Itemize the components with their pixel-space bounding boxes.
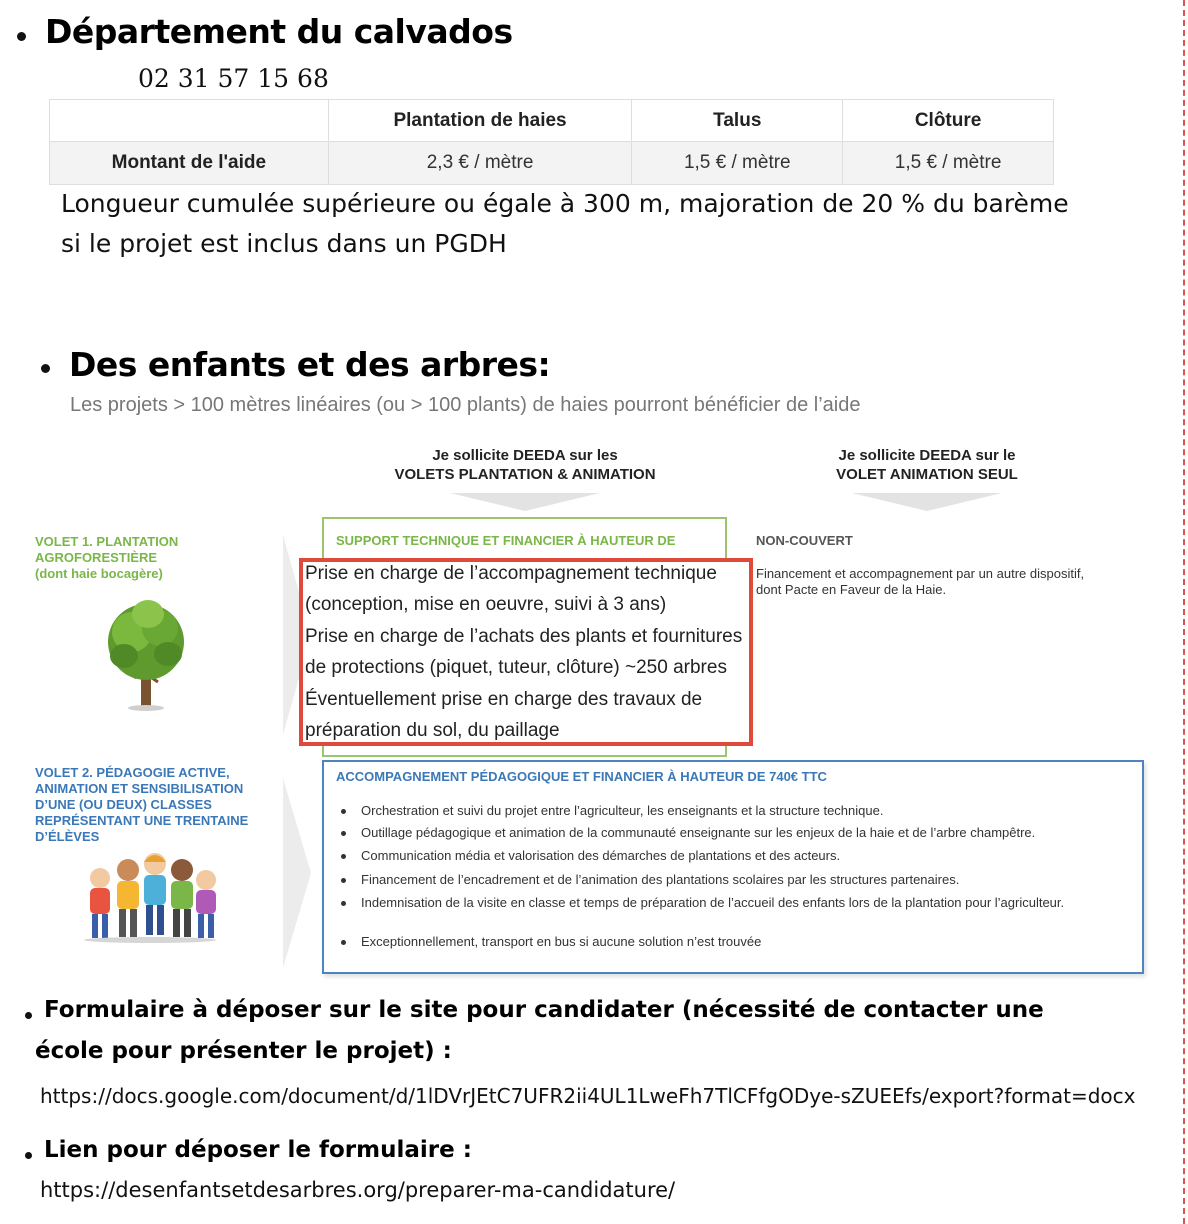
volet2-label-line: VOLET 2. PÉDAGOGIE ACTIVE, xyxy=(35,765,230,780)
column-header-plantation-animation xyxy=(365,446,685,484)
table-cell-haies: 2,3 € / mètre xyxy=(328,142,632,185)
support-box-title: SUPPORT TECHNIQUE ET FINANCIER À HAUTEUR DE xyxy=(336,533,676,548)
aid-table xyxy=(49,99,1054,185)
volet1-label-line: (dont haie bocagère) xyxy=(35,566,163,581)
highlight-frame xyxy=(299,558,753,746)
volet1-label xyxy=(35,534,295,582)
volet2-label-line: D’ÉLÈVES xyxy=(35,829,100,844)
non-couvert-title: NON-COUVERT xyxy=(756,533,853,548)
section-title-enfants-arbres: Des enfants et des arbres: xyxy=(69,345,551,384)
highlight-line: Éventuellement prise en charge des travaux de xyxy=(305,689,703,710)
bullet-icon xyxy=(341,831,346,836)
volet2-label-line: D’UNE (OU DEUX) CLASSES xyxy=(35,797,212,812)
tree-icon xyxy=(104,598,188,716)
bullet-icon xyxy=(341,940,346,945)
highlight-line: préparation du sol, du paillage xyxy=(305,720,560,741)
bullet-icon xyxy=(341,878,346,883)
list-item: Exceptionnellement, transport en bus si aucune solution n’est trouvée xyxy=(361,934,762,949)
link-heading: Lien pour déposer le formulaire : xyxy=(44,1137,472,1163)
bullet-icon xyxy=(17,32,26,41)
children-illustration-icon xyxy=(80,848,220,944)
non-couvert-line: dont Pacte en Faveur de la Haie. xyxy=(756,582,947,597)
note-line-1: Longueur cumulée supérieure ou égale à 300 m, majoration de 20 % du barème xyxy=(61,189,1069,218)
page-margin-dashed-line xyxy=(1183,0,1185,1224)
highlight-line: Prise en charge de l’accompagnement technique xyxy=(305,563,717,584)
highlight-line: Prise en charge de l’achats des plants et fournitures xyxy=(305,626,743,647)
volet2-label-line: REPRÉSENTANT UNE TRENTAINE xyxy=(35,813,249,828)
bullet-icon xyxy=(41,364,50,373)
section-title-calvados: Département du calvados xyxy=(45,12,513,51)
column-header-line: VOLET ANIMATION SEUL xyxy=(836,466,1018,483)
right-arrow-icon xyxy=(283,778,311,968)
bullet-icon xyxy=(341,901,346,906)
bullet-icon xyxy=(25,1152,32,1159)
table-header-talus: Talus xyxy=(632,100,843,142)
volet2-label xyxy=(35,765,295,845)
table-header-haies: Plantation de haies xyxy=(328,100,632,142)
down-arrow-icon xyxy=(450,493,600,511)
list-item: Financement de l’encadrement et de l’animation des plantations scolaires par les structures partenaires. xyxy=(361,872,960,887)
section-subtitle: Les projets > 100 mètres linéaires (ou > 100 plants) de haies pourront bénéficier de l’aide xyxy=(70,394,861,416)
highlight-line: (conception, mise en oeuvre, suivi à 3 ans) xyxy=(305,594,667,615)
bullet-icon xyxy=(341,854,346,859)
column-header-line: Je sollicite DEEDA sur les xyxy=(432,447,618,464)
list-item: Indemnisation de la visite en classe et temps de préparation de l’accueil des enfants lors de la plantation pour l’agriculteur. xyxy=(361,895,1065,910)
form-heading-line-1: Formulaire à déposer sur le site pour candidater (nécessité de contacter une xyxy=(44,997,1044,1023)
list-item: Outillage pédagogique et animation de la communauté enseignante sur les enjeux de la haie et de l’arbre champêtre. xyxy=(361,825,1036,840)
volet1-label-line: AGROFORESTIÈRE xyxy=(35,550,158,565)
form-url-link[interactable]: https://docs.google.com/document/d/1lDVrJEtC7UFR2ii4UL1LweFh7TlCFfgODye-sZUEEfs/export?format=docx xyxy=(40,1084,1136,1108)
highlight-line: de protections (piquet, tuteur, clôture) ~250 arbres xyxy=(305,657,727,678)
column-header-line: Je sollicite DEEDA sur le xyxy=(838,447,1016,464)
non-couvert-line: Financement et accompagnement par un autre dispositif, xyxy=(756,566,1085,581)
phone-number: 02 31 57 15 68 xyxy=(138,64,329,93)
column-header-line: VOLETS PLANTATION & ANIMATION xyxy=(394,466,656,483)
table-row-label: Montant de l'aide xyxy=(50,142,329,185)
list-item: Orchestration et suivi du projet entre l’agriculteur, les enseignants et la structure technique. xyxy=(361,803,884,818)
form-heading-line-2: école pour présenter le projet) : xyxy=(35,1038,452,1064)
table-header-cloture: Clôture xyxy=(843,100,1054,142)
table-cell-cloture: 1,5 € / mètre xyxy=(843,142,1054,185)
note-line-2: si le projet est inclus dans un PGDH xyxy=(61,229,507,258)
bullet-icon xyxy=(341,809,346,814)
non-couvert-text xyxy=(756,566,1156,598)
bullet-icon xyxy=(25,1012,32,1019)
volet2-label-line: ANIMATION ET SENSIBILISATION xyxy=(35,781,244,796)
submission-url-link[interactable]: https://desenfantsetdesarbres.org/preparer-ma-candidature/ xyxy=(40,1178,676,1202)
table-header-empty xyxy=(50,100,329,142)
accompagnement-box-title: ACCOMPAGNEMENT PÉDAGOGIQUE ET FINANCIER À HAUTEUR DE 740€ TTC xyxy=(336,769,827,784)
volet1-label-line: VOLET 1. PLANTATION xyxy=(35,534,179,549)
column-header-animation-seul xyxy=(787,446,1067,484)
down-arrow-icon xyxy=(852,493,1002,511)
list-item: Communication média et valorisation des démarches de plantations et des acteurs. xyxy=(361,848,841,863)
table-cell-talus: 1,5 € / mètre xyxy=(632,142,843,185)
